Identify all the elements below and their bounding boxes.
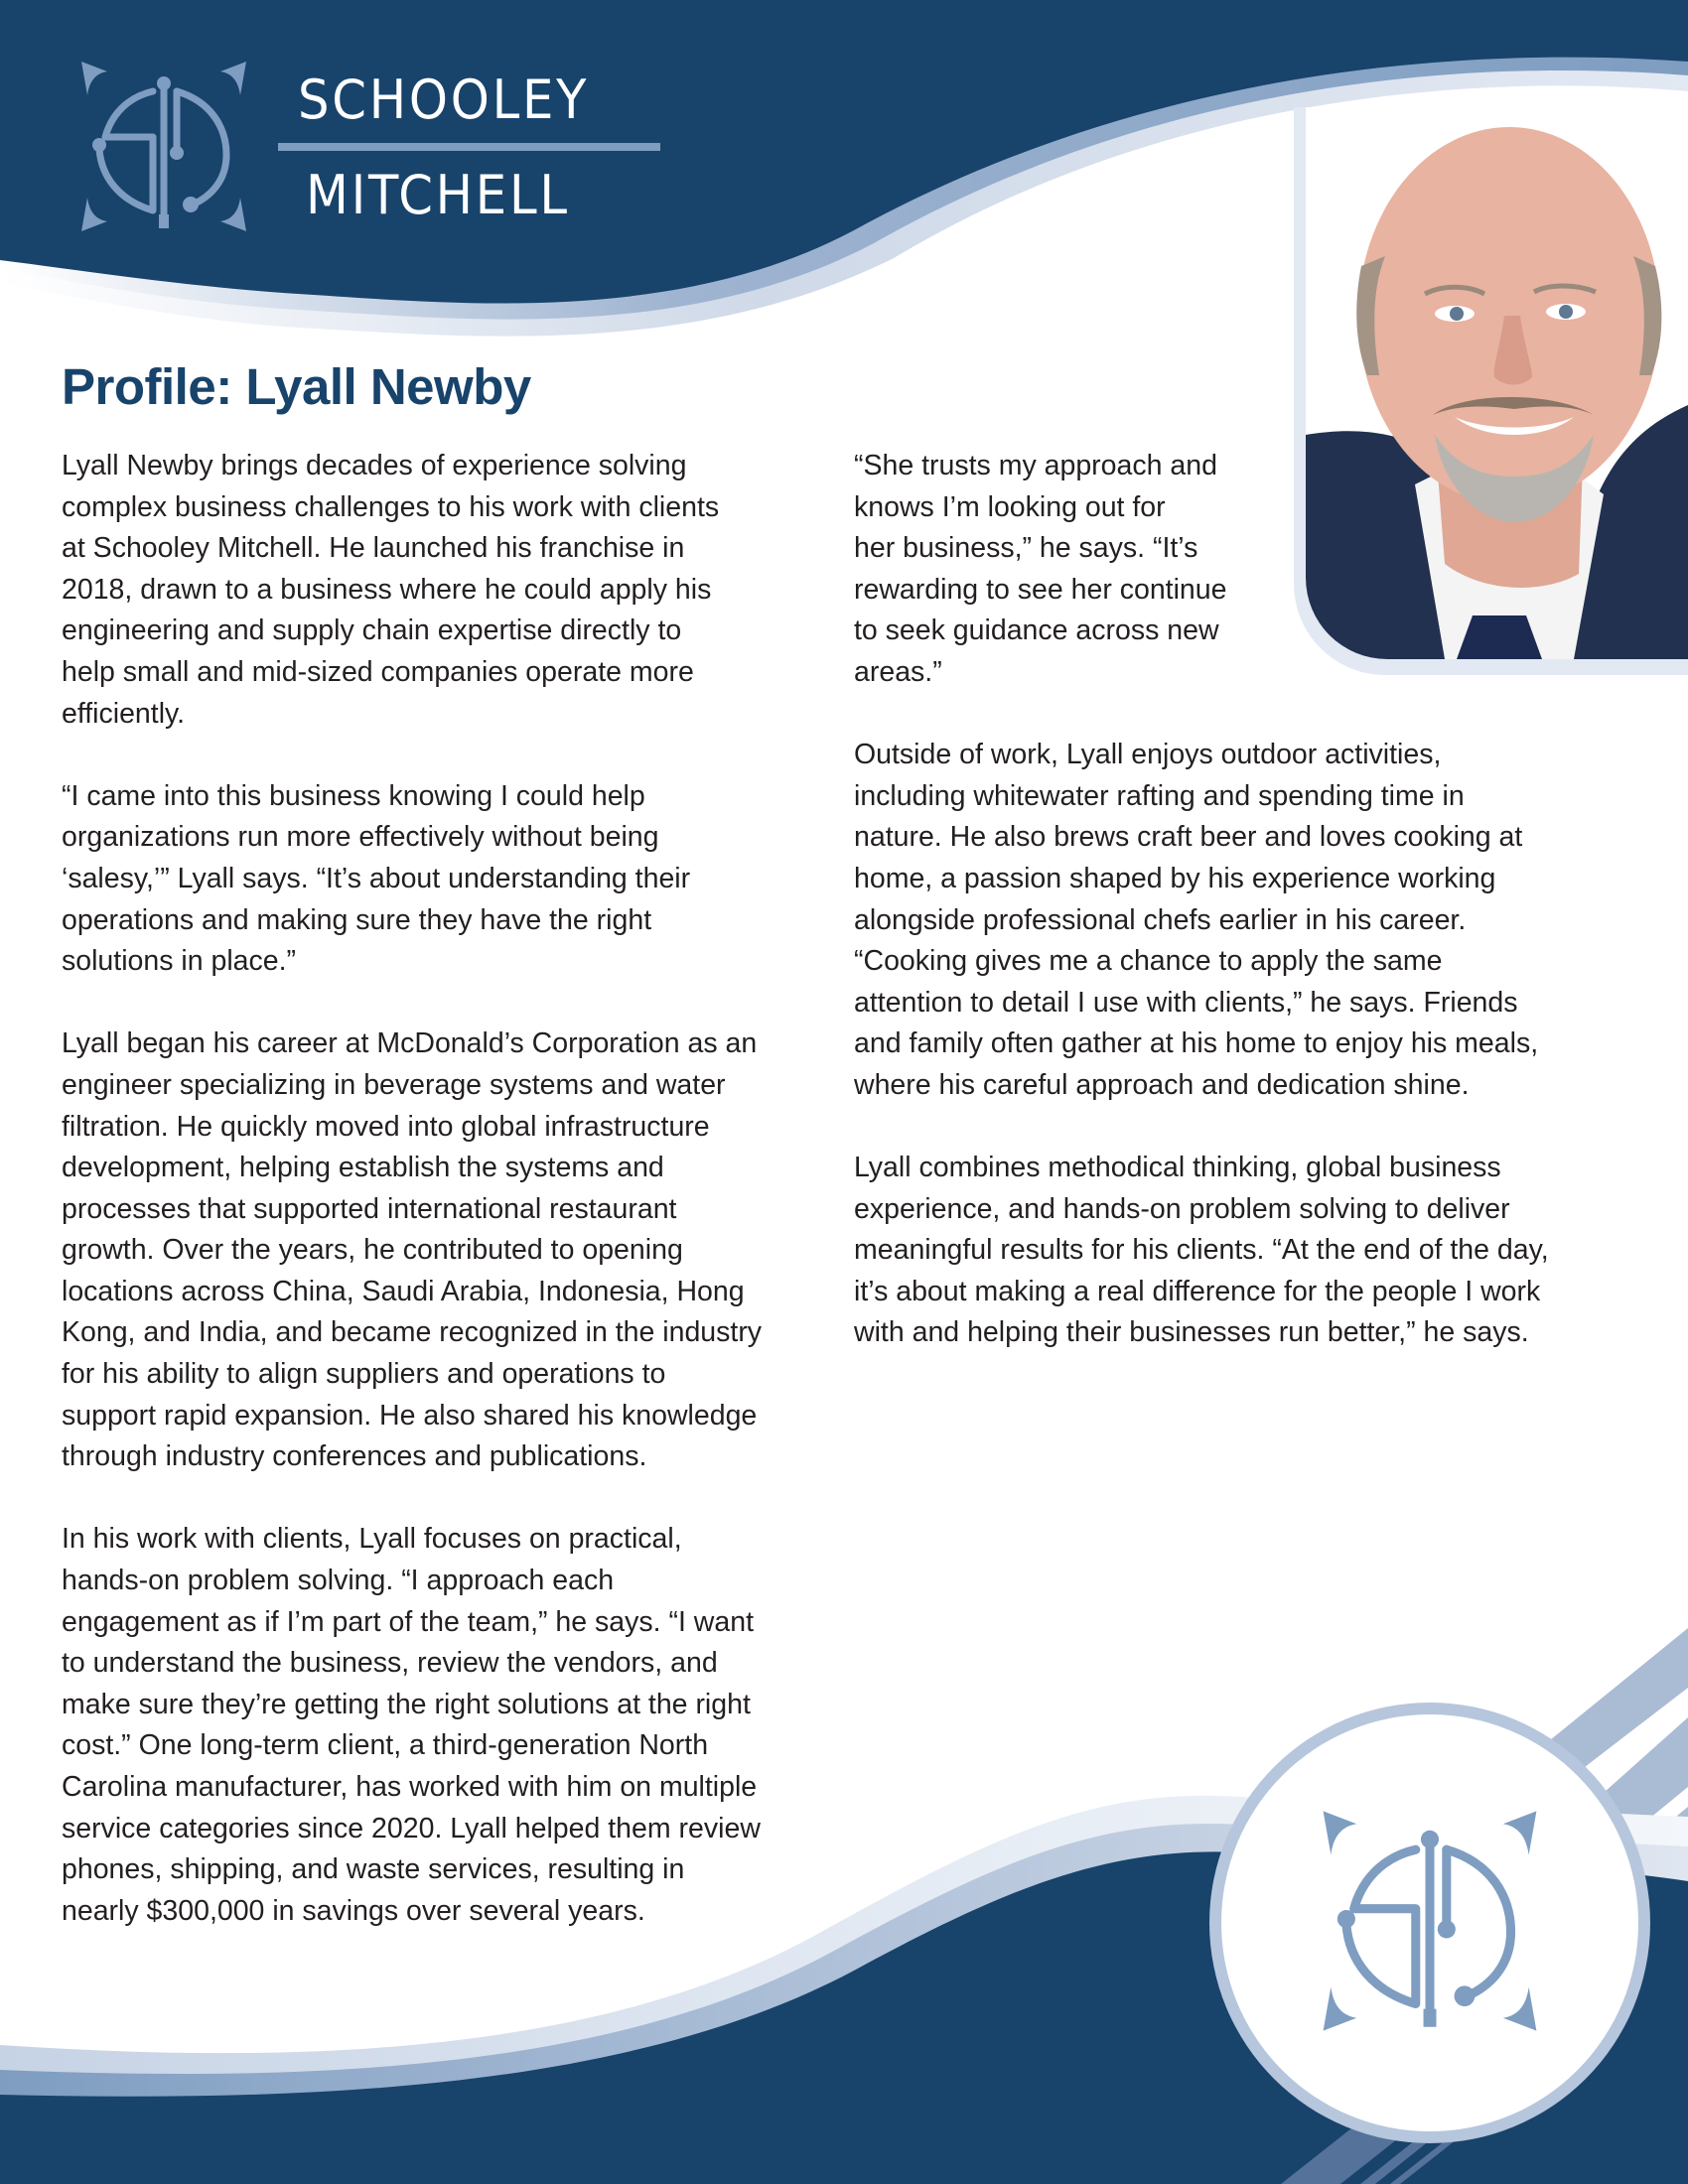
paragraph-hobbies: Outside of work, Lyall enjoys outdoor activities, including whitewater rafting and spending time in nature. He also brews craft beer and loves cooking at home, a passion shaped by his experience working alongside professional chefs earlier in his career. “Cooking gives me a chance to apply the same attention to detail I use with clients,” he says. Friends and family often gather at his home to enjoy his meals, where his careful approach and dedication shine.	[854, 739, 1539, 1101]
paragraph-quote-salesy: “I came into this business knowing I could help organizations run more effectively without being ‘salesy,’” Lyall says. “It’s about understanding their operations and making sure they have the right solutions in place.”	[62, 779, 691, 978]
left-column	[62, 446, 836, 1974]
page-title: Profile: Lyall Newby	[62, 358, 531, 415]
paragraph-career: Lyall began his career at McDonald’s Corporation as an engineer specializing in beverage systems and water filtration. He quickly moved into global infrastructure development, helping establish the systems and processes that supported international restaurant growth. Over the years, he contributed to opening locations across China, Saudi Arabia, Indonesia, Hong Kong, and India, and became recognized in the industry for his ability to align suppliers and operations to support rapid expansion. He also shared his knowledge through industry conferences and publications.	[62, 1027, 763, 1473]
brand-wordmark	[278, 68, 661, 226]
paragraph-closing: Lyall combines methodical thinking, global business experience, and hands-on problem solving to deliver meaningful results for his clients. “At the end of the day, it’s about making a real difference for the people I work with and helping their businesses run better,” he says.	[854, 1152, 1549, 1349]
brand-name-line2: MITCHELL	[306, 164, 570, 226]
right-column	[854, 446, 1648, 1396]
brand-divider	[278, 143, 660, 151]
footer-sm-monogram-icon	[1321, 1807, 1539, 2035]
paragraph-intro: Lyall Newby brings decades of experience solving complex business challenges to his work with clients at Schooley Mitchell. He launched his franchise in 2018, drawn to a business where he could apply his engineering and supply chain expertise directly to help small and mid-sized companies operate more efficiently.	[62, 450, 720, 730]
brand-name-line1: SCHOOLEY	[298, 68, 590, 131]
sm-monogram-icon	[79, 60, 248, 233]
paragraph-clients: In his work with clients, Lyall focuses on practical, hands-on problem solving. “I approach each engagement as if I’m part of the team,” he says. “I want to understand the business, review the vendors, and make sure they’re getting the right solutions at the right cost.” One long-term client, a third-generation North Carolina manufacturer, has worked with him on multiple service categories since 2020. Lyall helped them review phones, shipping, and waste services, resulting in nearly $300,000 in savings over several years.	[62, 1523, 761, 1927]
paragraph-trust-quote: “She trusts my approach and knows I’m looking out for her business,” he says. “It’s rewarding to see her continue to seek guidance across new areas.”	[854, 450, 1227, 688]
